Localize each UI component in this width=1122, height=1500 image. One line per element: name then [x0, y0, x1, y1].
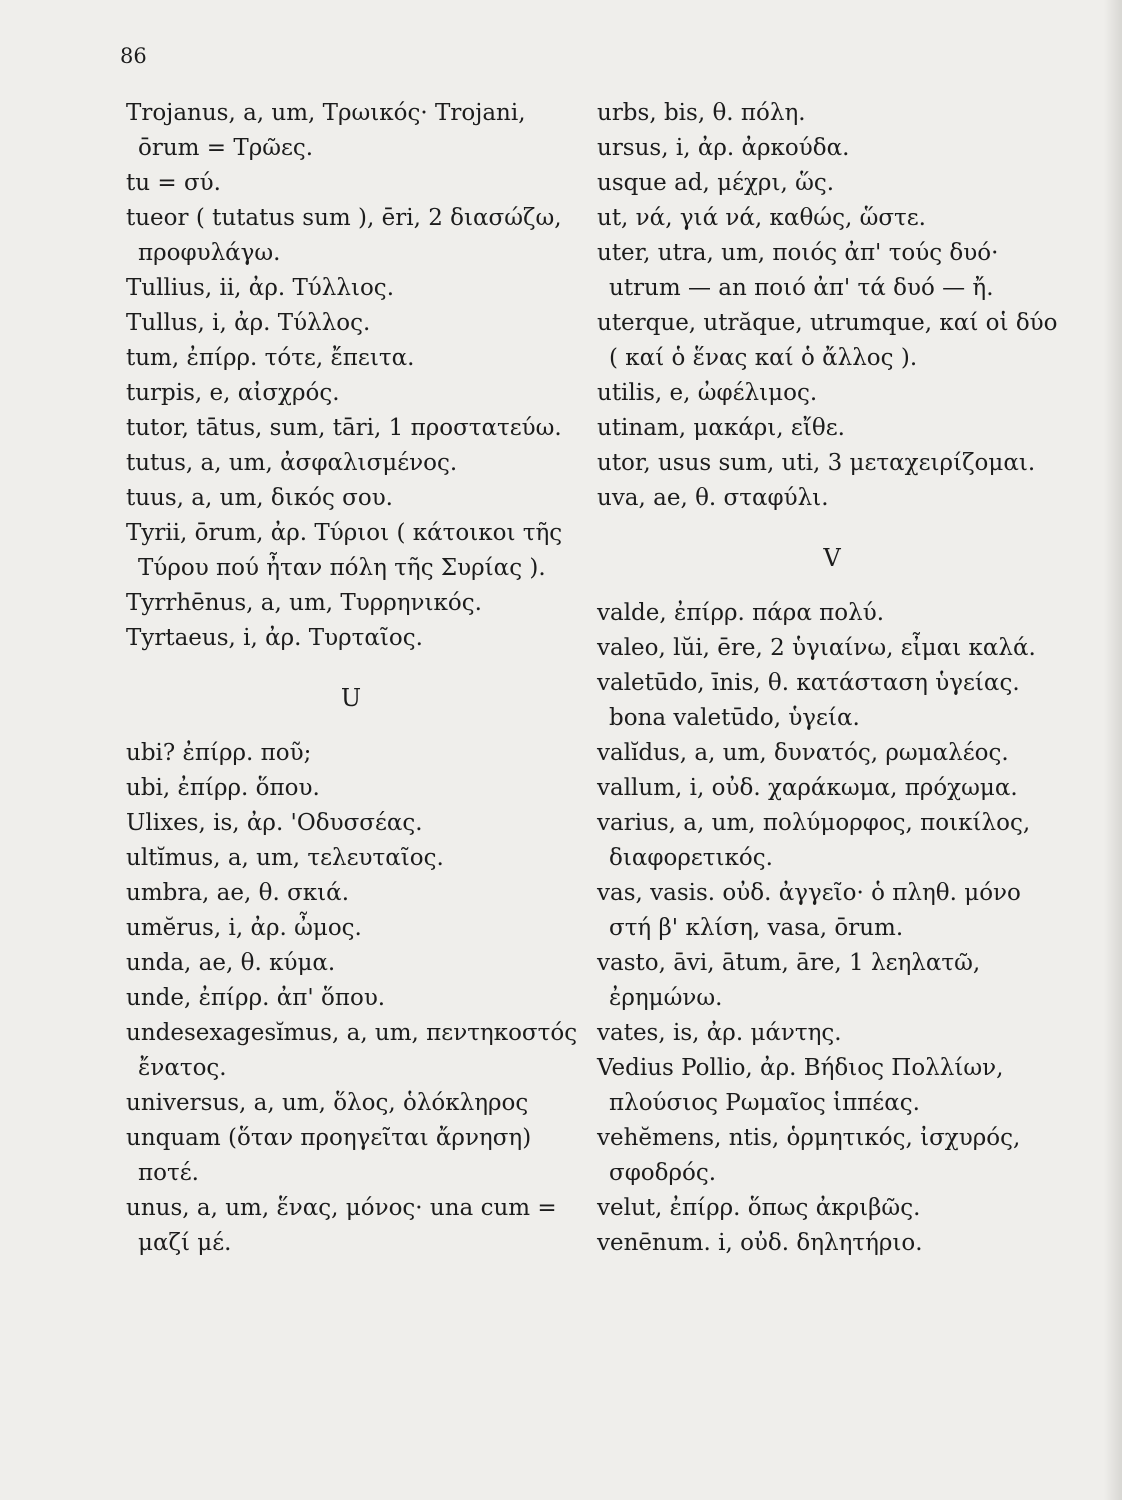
dictionary-entry: Tullus, i, ἀρ. Τύλλος. — [126, 310, 371, 336]
dictionary-entry: tutor, tātus, sum, tāri, 1 προστατεύω. — [126, 415, 562, 441]
dictionary-entry: tueor ( tutatus sum ), ēri, 2 διασώζω, προφυλάγω. — [126, 205, 562, 266]
dictionary-entry: valeo, lŭi, ēre, 2 ὑγιαίνω, εἶμαι καλά. — [597, 635, 1036, 661]
dictionary-entry: Trojanus, a, um, Τρωικός· Trojani, ōrum = Τρῶες. — [126, 100, 526, 161]
dictionary-entry: ut, νά, γιά νά, καθώς, ὥστε. — [597, 205, 926, 231]
dictionary-entry: unus, a, um, ἕνας, μόνος· una cum = μαζί μέ. — [126, 1195, 557, 1256]
dictionary-entry: tuus, a, um, δικός σου. — [126, 485, 393, 511]
dictionary-entry: valde, ἐπίρρ. πάρα πολύ. — [597, 600, 885, 626]
dictionary-entry: Vedius Pollio, ἀρ. Βήδιος Πολλίων, πλούσιος Ρωμαῖος ἱππέας. — [597, 1055, 1004, 1116]
dictionary-entry: ursus, i, ἀρ. ἀρκούδα. — [597, 135, 850, 161]
dictionary-entry: utilis, e, ὠφέλιμος. — [597, 380, 818, 406]
dictionary-entry: undesexagesĭmus, a, um, πεντηκοστός ἔνατος. — [126, 1020, 578, 1081]
dictionary-entry: utor, usus sum, uti, 3 μεταχειρίζομαι. — [597, 450, 1036, 476]
dictionary-entry: venēnum. i, οὐδ. δηλητήριο. — [597, 1230, 923, 1256]
dictionary-entry: velut, ἐπίρρ. ὅπως ἀκριβῶς. — [597, 1195, 921, 1221]
dictionary-entry: uva, ae, θ. σταφύλι. — [597, 485, 829, 511]
dictionary-entry: universus, a, um, ὅλος, ὁλόκληρος — [126, 1090, 529, 1116]
dictionary-entry: tum, ἐπίρρ. τότε, ἔπειτα. — [126, 345, 415, 371]
dictionary-entry: ubi, ἐπίρρ. ὅπου. — [126, 775, 320, 801]
dictionary-entry: vallum, i, οὐδ. χαράκωμα, πρόχωμα. — [597, 775, 1018, 801]
left-column — [126, 96, 576, 1261]
dictionary-entry: vas, vasis. οὐδ. ἀγγεῖο· ὁ πληθ. μόνο στή β' κλίση, vasa, ōrum. — [597, 880, 1021, 941]
page-number: 86 — [120, 44, 147, 68]
dictionary-entry: Tyrtaeus, i, ἀρ. Τυρταῖος. — [126, 625, 423, 651]
dictionary-entry: uterque, utrăque, utrumque, καί οἱ δύο ( καί ὁ ἕνας καί ὁ ἄλλος ). — [597, 310, 1058, 371]
dictionary-entry: valetūdo, īnis, θ. κατάσταση ὑγείας. bona valetūdo, ὑγεία. — [597, 670, 1020, 731]
dictionary-entry: uter, utra, um, ποιός ἀπ' τούς δυό· utrum — an ποιό ἀπ' τά δυό — ἤ. — [597, 240, 999, 301]
dictionary-entry: usque ad, μέχρι, ὥς. — [597, 170, 835, 196]
dictionary-entry: ultĭmus, a, um, τελευταῖος. — [126, 845, 444, 871]
dictionary-entry: valĭdus, a, um, δυνατός, ρωμαλέος. — [597, 740, 1009, 766]
dictionary-entry: tutus, a, um, ἀσφαλισμένος. — [126, 450, 458, 476]
dictionary-entry: unde, ἐπίρρ. ἀπ' ὅπου. — [126, 985, 386, 1011]
right-column — [597, 96, 1067, 1261]
page-edge — [1104, 0, 1122, 1500]
dictionary-entry: urbs, bis, θ. πόλη. — [597, 100, 806, 126]
dictionary-entry: Ulixes, is, ἀρ. 'Οδυσσέας. — [126, 810, 423, 836]
dictionary-entry: umbra, ae, θ. σκιά. — [126, 880, 350, 906]
dictionary-entry: Tyrrhēnus, a, um, Τυρρηνικός. — [126, 590, 482, 616]
dictionary-entry: vehĕmens, ntis, ὁρμητικός, ἰσχυρός, σφοδρός. — [597, 1125, 1021, 1186]
dictionary-entry: utinam, μακάρι, εἴθε. — [597, 415, 845, 441]
dictionary-entry: varius, a, um, πολύμορφος, ποικίλος, διαφορετικός. — [597, 810, 1031, 871]
dictionary-entry: vasto, āvi, ātum, āre, 1 λεηλατῶ, ἐρημώνω. — [597, 950, 981, 1011]
dictionary-entry: Tullius, ii, ἀρ. Τύλλιος. — [126, 275, 395, 301]
section-letter: U — [340, 684, 362, 712]
dictionary-entry: unquam (ὅταν προηγεῖται ἄρνηση) ποτέ. — [126, 1125, 532, 1186]
dictionary-entry: tu = σύ. — [126, 170, 221, 196]
dictionary-entry: ubi? ἐπίρρ. ποῦ; — [126, 740, 312, 766]
section-letter: V — [823, 544, 841, 572]
dictionary-entry: umĕrus, i, ἀρ. ὦμος. — [126, 915, 362, 941]
dictionary-entry: turpis, e, αἰσχρός. — [126, 380, 340, 406]
dictionary-entry: vates, is, ἀρ. μάντης. — [597, 1020, 842, 1046]
dictionary-entry: Tyrii, ōrum, ἀρ. Τύριοι ( κάτοικοι τῆς Τύρου πού ἦταν πόλη τῆς Συρίας ). — [126, 520, 563, 581]
dictionary-entry: unda, ae, θ. κύμα. — [126, 950, 336, 976]
